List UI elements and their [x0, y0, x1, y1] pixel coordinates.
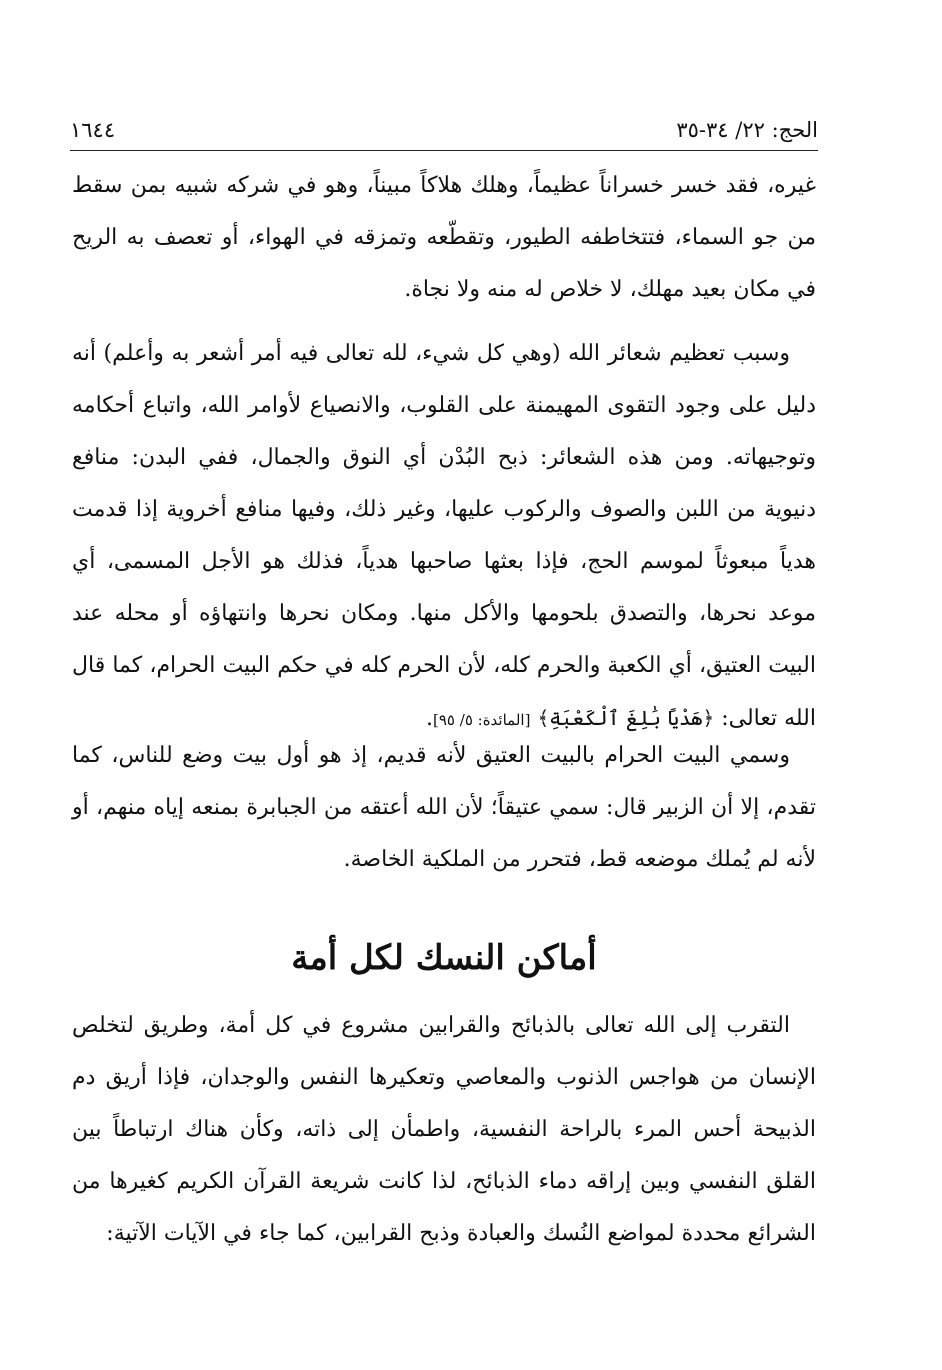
paragraph-text-before: وسبب تعظيم شعائر الله (وهي كل شيء، لله تعالى فيه أمر أشعر به وأعلم) أنه دليل على وجود التقوى المهيمنة على القلوب، والانصياع لأوامر الله، واتباع أحكامه وتوجيهاته. ومن هذه الشعائر: ذبح البُدْن أي النوق والجمال، ففي البدن: منافع دنيوية من اللبن والصوف والركوب عليها، وغير ذلك، وفيها منافع أخروية إذا قدمت هدياً مبعوثاً لموسم الحج، فإذا بعثها صاحبها هدياً، فذلك هو الأجل المسمى، أي موعد نحرها، والتصدق بلحومها والأكل منها. ومكان نحرها وانتهاؤه أو محله عند البيت العتيق، أي الكعبة والحرم كله، لأن الحرم كله في حكم البيت الحرام، كما قال الله تعالى:: [72, 341, 816, 731]
paragraph-text: [72, 328, 816, 746]
paragraph-2: [72, 328, 816, 746]
page-number: ١٦٤٤: [70, 118, 116, 142]
section-paragraph: [72, 1000, 816, 1260]
paragraph-1: [72, 160, 816, 316]
running-header: [70, 112, 818, 148]
header-rule: [70, 150, 818, 151]
paragraph-3: [72, 730, 816, 886]
chapter-reference: الحج: ٢٢/ ٣٤-٣٥: [676, 118, 818, 142]
verse-reference: [المائدة: ٥/ ٩٥]: [433, 711, 531, 729]
section-heading: أماكن النسك لكل أمة: [291, 938, 597, 978]
paragraph-text: غيره، فقد خسر خسراناً عظيماً، وهلك هلاكاً مبيناً، وهو في شركه شبيه بمن سقط من جو السماء، فتتخاطفه الطيور، وتقطّعه وتمزقه في الهواء، أو تعصف به الريح في مكان بعيد مهلك، لا خلاص له منه ولا نجاة.: [72, 173, 816, 302]
paragraph-text-after: .: [426, 706, 433, 731]
paragraph-text: التقرب إلى الله تعالى بالذبائح والقرابين مشروع في كل أمة، وطريق لتخلص الإنسان من هواجس الذنوب والمعاصي وتعكيرها النفس والوجدان، فإذا أريق دم الذبيحة أحس المرء بالراحة النفسية، واطمأن إلى ذاته، وكأن هناك ارتباطاً بين القلق النفسي وبين إراقه دماء الذبائح، لذا كانت شريعة القرآن الكريم كغيرها من الشرائع محددة لمواضع النُسك والعبادة وذبح القرابين، كما جاء في الآيات الآتية:: [72, 1013, 816, 1246]
quran-verse: ﴿هَدْيًا بَٰلِغَ ٱلْكَعْبَةِ﴾: [537, 706, 715, 730]
paragraph-text: وسمي البيت الحرام بالبيت العتيق لأنه قديم، إذ هو أول بيت وضع للناس، كما تقدم، إلا أن الزبير قال: سمي عتيقاً؛ لأن الله أعتقه من الجبابرة بمنعه إياه منهم، أو لأنه لم يُملك موضعه قط، فتحرر من الملكية الخاصة.: [72, 743, 816, 872]
